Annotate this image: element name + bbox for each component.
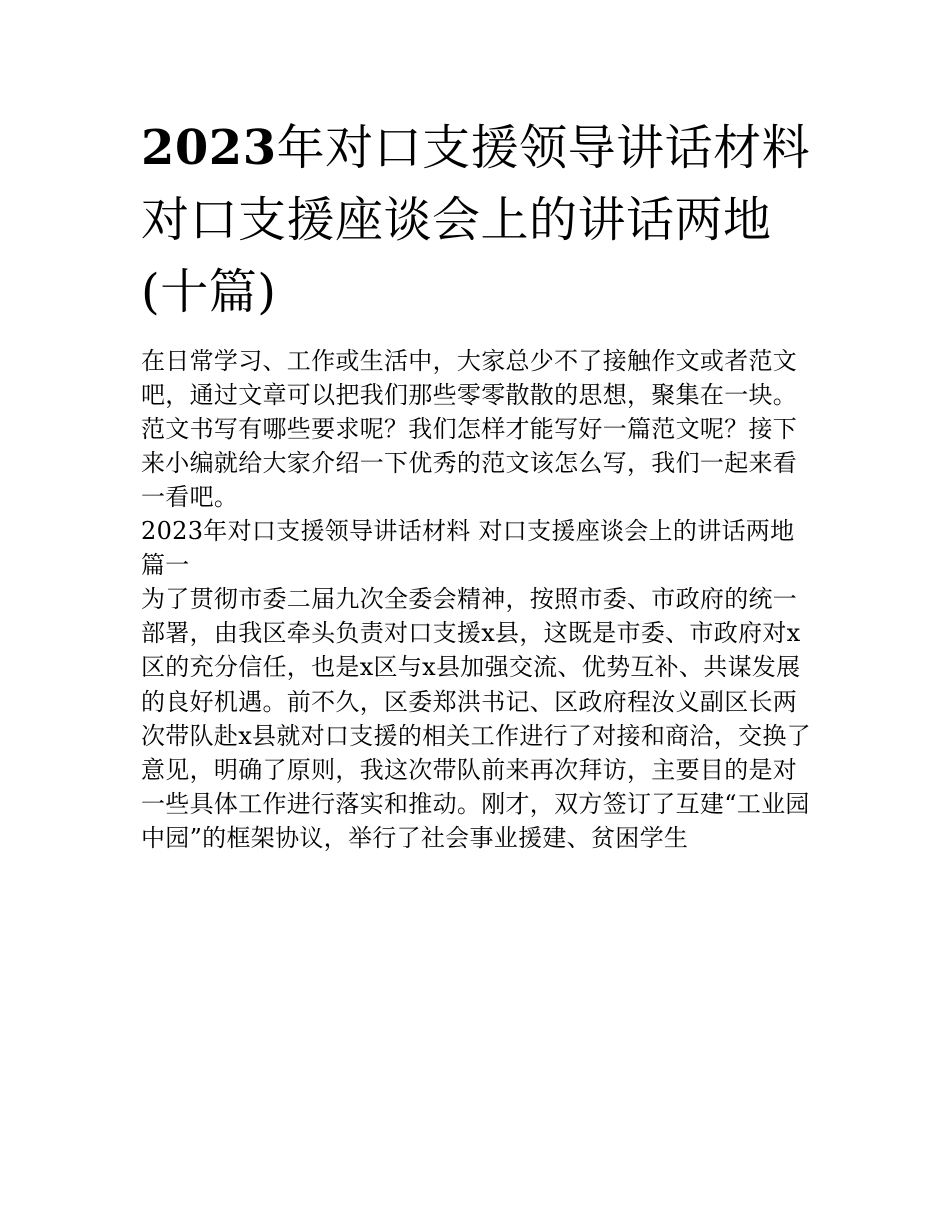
document-content xyxy=(141,112,811,856)
document-title xyxy=(141,112,811,328)
title-text: 年对口支援领导讲话材料对口支援座谈会上的讲话两地(十篇) xyxy=(141,120,811,320)
intro-paragraph: 在日常学习、工作或生活中，大家总少不了接触作文或者范文吧，通过文章可以把我们那些零零散散的思想，聚集在一块。范文书写有哪些要求呢？我们怎样才能写好一篇范文呢？接下来小编就给大家介绍一下优秀的范文该怎么写，我们一起来看一看吧。 xyxy=(141,347,798,511)
section-heading: 2023年对口支援领导讲话材料 对口支援座谈会上的讲话两地篇一 xyxy=(141,517,795,579)
body-paragraph: 为了贯彻市委二届九次全委会精神，按照市委、市政府的统一部署，由我区牵头负责对口支援x县，这既是市委、市政府对x区的充分信任，也是x区与x县加强交流、优势互补、共谋发展的良好机遇。前不久，区委郑洪书记、区政府程汝义副区长两次带队赴x县就对口支援的相关工作进行了对接和商洽，交换了意见，明确了原则，我这次带队前来再次拜访，主要目的是对一些具体工作进行落实和推动。刚才，双方签订了互建“工业园中园”的框架协议，举行了社会事业援建、贫困学生 xyxy=(141,585,811,853)
title-year: 2023 xyxy=(141,120,277,176)
